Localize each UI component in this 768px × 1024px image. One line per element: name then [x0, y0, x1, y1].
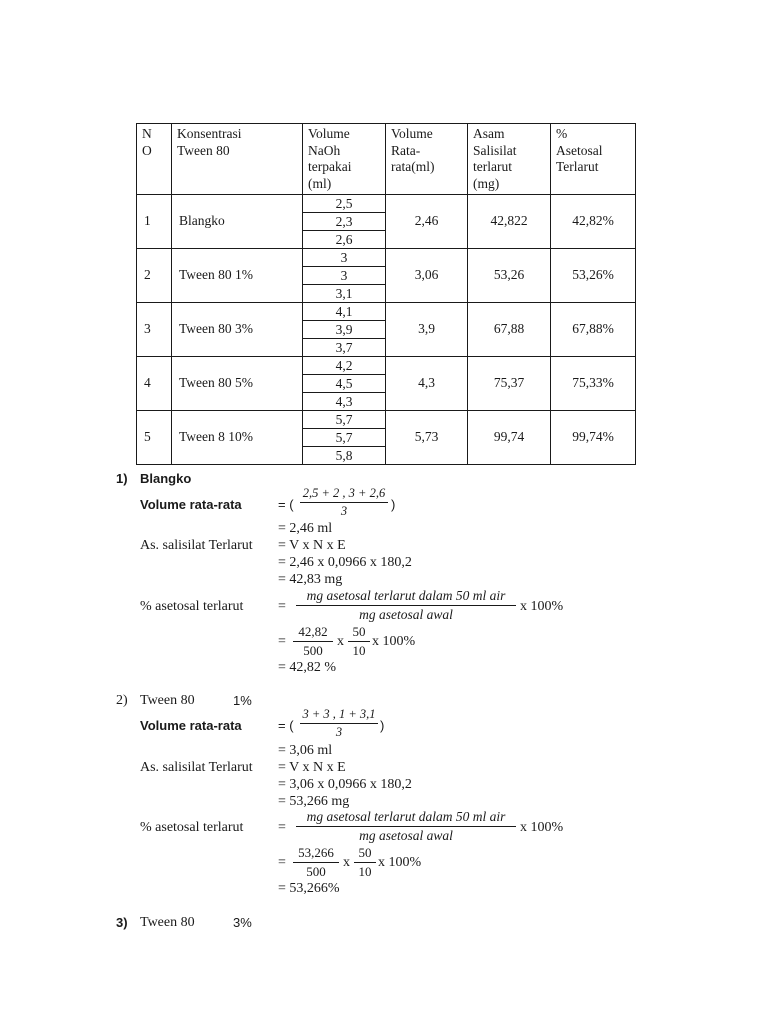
volume-value: 2,6: [335, 232, 353, 247]
fraction-bar: [293, 641, 333, 642]
volume-value: 5,7: [303, 428, 385, 447]
section-title: Blangko: [140, 471, 192, 486]
volume-value: 5,8: [335, 448, 353, 463]
as-calc: = 2,46 x 0,0966 x 180,2: [278, 555, 412, 570]
row-no: 2: [137, 249, 172, 303]
row-konsentrasi: Tween 80 1%: [172, 249, 303, 303]
calc-numerator: 42,82: [298, 624, 328, 639]
row-avg: 4,3: [386, 357, 468, 411]
row-volumes: [303, 303, 386, 357]
volume-fraction: [300, 486, 388, 519]
table-row: [137, 195, 636, 249]
calc-denominator: 500: [306, 864, 326, 879]
row-no: 1: [137, 195, 172, 249]
as-result: = 53,266 mg: [278, 794, 350, 809]
volume-value: 3,9: [303, 320, 385, 339]
row-no: 5: [137, 411, 172, 465]
final-result: = 42,82 %: [278, 660, 337, 675]
calc-numerator: 50: [352, 624, 366, 639]
row-volumes: [303, 411, 386, 465]
table-row: [137, 249, 636, 303]
row-pct: 53,26%: [551, 249, 636, 303]
row-no: 4: [137, 357, 172, 411]
volume-close: ): [380, 718, 385, 733]
volume-denominator: 3: [340, 504, 348, 518]
calc-fraction-1: [293, 624, 333, 659]
volume-numerator: 3 + 3 , 1 + 3,1: [302, 707, 376, 721]
as-label: As. salisilat Terlarut: [140, 538, 253, 553]
volume-denominator: 3: [335, 725, 343, 739]
pct-times: x 100%: [520, 599, 564, 614]
row-pct: 67,88%: [551, 303, 636, 357]
section-number: 3): [116, 915, 128, 930]
pct-denominator: mg asetosal awal: [359, 607, 453, 622]
calc-denominator: 10: [358, 864, 372, 879]
volume-value: 3,1: [335, 286, 353, 301]
row-avg: 3,06: [386, 249, 468, 303]
volume-value: 2,3: [303, 212, 385, 231]
calc-times: x 100%: [372, 634, 416, 649]
calc-eq: =: [278, 855, 286, 870]
as-result: = 42,83 mg: [278, 572, 343, 587]
volume-label: Volume rata-rata: [140, 718, 242, 733]
row-avg: 2,46: [386, 195, 468, 249]
as-formula: = V x N x E: [278, 760, 346, 775]
row-pct: 75,33%: [551, 357, 636, 411]
volume-value: 4,3: [335, 394, 353, 409]
volume-value: 3: [340, 250, 348, 265]
row-asam: 53,26: [468, 249, 551, 303]
row-no: 3: [137, 303, 172, 357]
section-number: 1): [116, 471, 128, 486]
header-konsentrasi: Konsentrasi Tween 80: [172, 124, 303, 195]
calc-numerator: 53,266: [298, 845, 334, 860]
section-title: Tween 80: [140, 915, 195, 930]
header-volume-rata: Volume Rata- rata(ml): [386, 124, 468, 195]
row-asam: 67,88: [468, 303, 551, 357]
calc-times-sign: x: [343, 855, 350, 870]
volume-open: = (: [278, 718, 294, 733]
calc-fraction-2: [348, 624, 370, 659]
volume-open: = (: [278, 497, 294, 512]
row-volumes: [303, 357, 386, 411]
pct-fraction: [296, 588, 516, 623]
fraction-bar: [348, 641, 370, 642]
calc-eq: =: [278, 634, 286, 649]
pct-times: x 100%: [520, 820, 564, 835]
pct-numerator: mg asetosal terlarut dalam 50 ml air: [306, 588, 506, 603]
row-konsentrasi: Tween 80 5%: [172, 357, 303, 411]
header-volume-naoh: Volume NaOh terpakai (ml): [303, 124, 386, 195]
row-volumes: [303, 195, 386, 249]
row-konsentrasi: Tween 8 10%: [172, 411, 303, 465]
as-calc: = 3,06 x 0,0966 x 180,2: [278, 777, 412, 792]
row-avg: 3,9: [386, 303, 468, 357]
row-konsentrasi: Tween 80 3%: [172, 303, 303, 357]
fraction-bar: [354, 862, 376, 863]
as-label: As. salisilat Terlarut: [140, 760, 253, 775]
volume-value: 3: [303, 266, 385, 285]
volume-value: 4,5: [303, 374, 385, 393]
fraction-bar: [300, 502, 388, 503]
row-asam: 42,822: [468, 195, 551, 249]
section-title-suffix: 3%: [233, 915, 252, 930]
header-pct-asetosal: % Asetosal Terlarut: [551, 124, 636, 195]
calc-times: x 100%: [378, 855, 422, 870]
pct-fraction: [296, 809, 516, 844]
calc-denominator: 10: [352, 643, 366, 658]
row-pct: 99,74%: [551, 411, 636, 465]
pct-denominator: mg asetosal awal: [359, 828, 453, 843]
table-header-row: [137, 124, 636, 195]
calc-denominator: 500: [303, 643, 323, 658]
calc-numerator: 50: [358, 845, 372, 860]
volume-numerator: 2,5 + 2 , 3 + 2,6: [302, 486, 386, 500]
volume-fraction: [300, 707, 378, 740]
section-title: Tween 80: [140, 693, 195, 708]
as-formula: = V x N x E: [278, 538, 346, 553]
section-number: 2): [116, 693, 128, 708]
calc-fraction-2: [354, 845, 376, 880]
row-konsentrasi: Blangko: [172, 195, 303, 249]
volume-value: 5,7: [335, 412, 353, 427]
fraction-bar: [293, 862, 339, 863]
table-row: [137, 303, 636, 357]
header-asam-salisilat: Asam Salisilat terlarut (mg): [468, 124, 551, 195]
fraction-bar: [300, 723, 378, 724]
calc-times-sign: x: [337, 634, 344, 649]
final-result: = 53,266%: [278, 881, 340, 896]
row-avg: 5,73: [386, 411, 468, 465]
calc-fraction-1: [293, 845, 339, 880]
pct-eq: =: [278, 599, 286, 614]
row-asam: 99,74: [468, 411, 551, 465]
volume-value: 3,7: [335, 340, 353, 355]
volume-value: 4,2: [335, 358, 353, 373]
header-no: N O: [137, 124, 172, 195]
volume-result: = 3,06 ml: [278, 743, 333, 758]
volume-label: Volume rata-rata: [140, 497, 242, 512]
row-volumes: [303, 249, 386, 303]
volume-value: 4,1: [335, 304, 353, 319]
volume-close: ): [391, 497, 396, 512]
volume-value: 2,5: [335, 196, 353, 211]
row-asam: 75,37: [468, 357, 551, 411]
fraction-bar: [296, 826, 516, 827]
results-table: [136, 123, 636, 465]
pct-eq: =: [278, 820, 286, 835]
table-row: [137, 357, 636, 411]
pct-numerator: mg asetosal terlarut dalam 50 ml air: [306, 809, 506, 824]
section-title-suffix: 1%: [233, 693, 252, 708]
table-row: [137, 411, 636, 465]
volume-result: = 2,46 ml: [278, 521, 333, 536]
pct-label: % asetosal terlarut: [140, 599, 244, 614]
fraction-bar: [296, 605, 516, 606]
pct-label: % asetosal terlarut: [140, 820, 244, 835]
row-pct: 42,82%: [551, 195, 636, 249]
